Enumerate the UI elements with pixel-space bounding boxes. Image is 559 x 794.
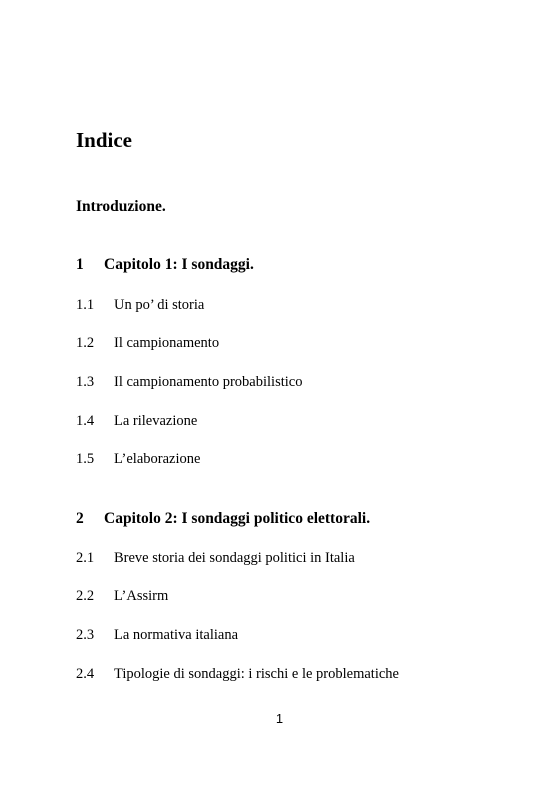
toc-title: Indice xyxy=(76,128,133,152)
toc-chapter-1 xyxy=(76,255,536,275)
section-title: Tipologie di sondaggi: i rischi e le problematiche xyxy=(114,666,399,682)
section-title: Il campionamento probabilistico xyxy=(114,374,303,390)
section-number: 1.1 xyxy=(76,297,95,313)
toc-section-1-2 xyxy=(76,333,536,353)
section-number: 2.2 xyxy=(76,588,95,604)
section-title: Breve storia dei sondaggi politici in Italia xyxy=(114,550,355,566)
section-title: L’Assirm xyxy=(114,588,169,604)
toc-section-2-1 xyxy=(76,548,536,568)
section-number: 2.4 xyxy=(76,666,95,682)
toc-section-1-4 xyxy=(76,411,536,431)
section-number: 1.2 xyxy=(76,335,95,351)
section-title: La rilevazione xyxy=(114,413,198,429)
toc-section-2-4 xyxy=(76,664,536,684)
toc-section-1-1 xyxy=(76,295,536,315)
toc-section-1-5 xyxy=(76,449,536,469)
chapter-number: 1 xyxy=(76,256,84,273)
section-title: Un po’ di storia xyxy=(114,297,205,313)
section-title: Il campionamento xyxy=(114,335,220,351)
section-number: 1.3 xyxy=(76,374,95,390)
section-number: 1.5 xyxy=(76,451,95,467)
toc-introduction: Introduzione. xyxy=(76,198,166,215)
toc-section-2-3 xyxy=(76,625,536,645)
section-number: 2.3 xyxy=(76,627,95,643)
chapter-number: 2 xyxy=(76,510,84,527)
section-title: L’elaborazione xyxy=(114,451,201,467)
toc-section-2-2 xyxy=(76,586,536,606)
section-number: 1.4 xyxy=(76,413,95,429)
toc-section-1-3 xyxy=(76,372,536,392)
page-number: 1 xyxy=(275,711,284,726)
section-number: 2.1 xyxy=(76,550,95,566)
toc-chapter-2 xyxy=(76,509,536,529)
section-title: La normativa italiana xyxy=(114,627,239,643)
chapter-title: Capitolo 1: I sondaggi. xyxy=(104,256,254,273)
chapter-title: Capitolo 2: I sondaggi politico elettorali. xyxy=(104,510,371,527)
